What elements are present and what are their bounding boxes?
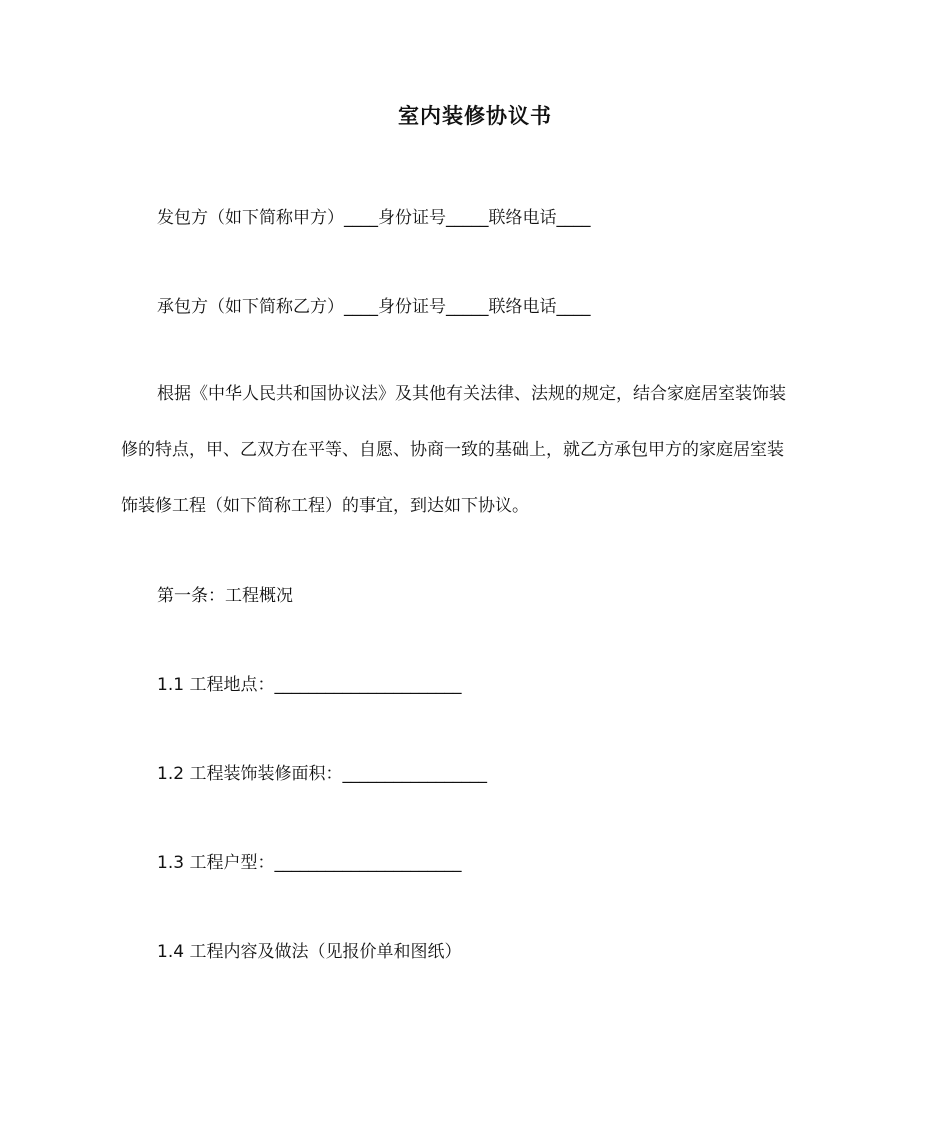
item-1-1: 1.1 工程地点：______________________: [157, 675, 462, 695]
intro-paragraph: [121, 382, 833, 550]
item-1-3: 1.3 工程户型：______________________: [157, 853, 462, 873]
document-title: 室内装修协议书: [398, 104, 552, 128]
intro-line: 饰装修工程（如下简称工程）的事宜，到达如下协议。: [121, 496, 529, 516]
item-1-2: 1.2 工程装饰装修面积：_________________: [157, 764, 487, 784]
intro-line: 修的特点，甲、乙双方在平等、自愿、协商一致的基础上，就乙方承包甲方的家庭居室装: [121, 440, 784, 460]
article-1-heading: 第一条：工程概况: [157, 586, 293, 606]
party-b-line: 承包方（如下简称乙方）____身份证号_____联络电话____: [157, 297, 591, 317]
item-1-4: 1.4 工程内容及做法（见报价单和图纸）: [157, 942, 462, 962]
intro-line: 根据《中华人民共和国协议法》及其他有关法律、法规的规定，结合家庭居室装饰装: [157, 384, 786, 404]
party-a-line: 发包方（如下简称甲方）____身份证号_____联络电话____: [157, 208, 591, 228]
